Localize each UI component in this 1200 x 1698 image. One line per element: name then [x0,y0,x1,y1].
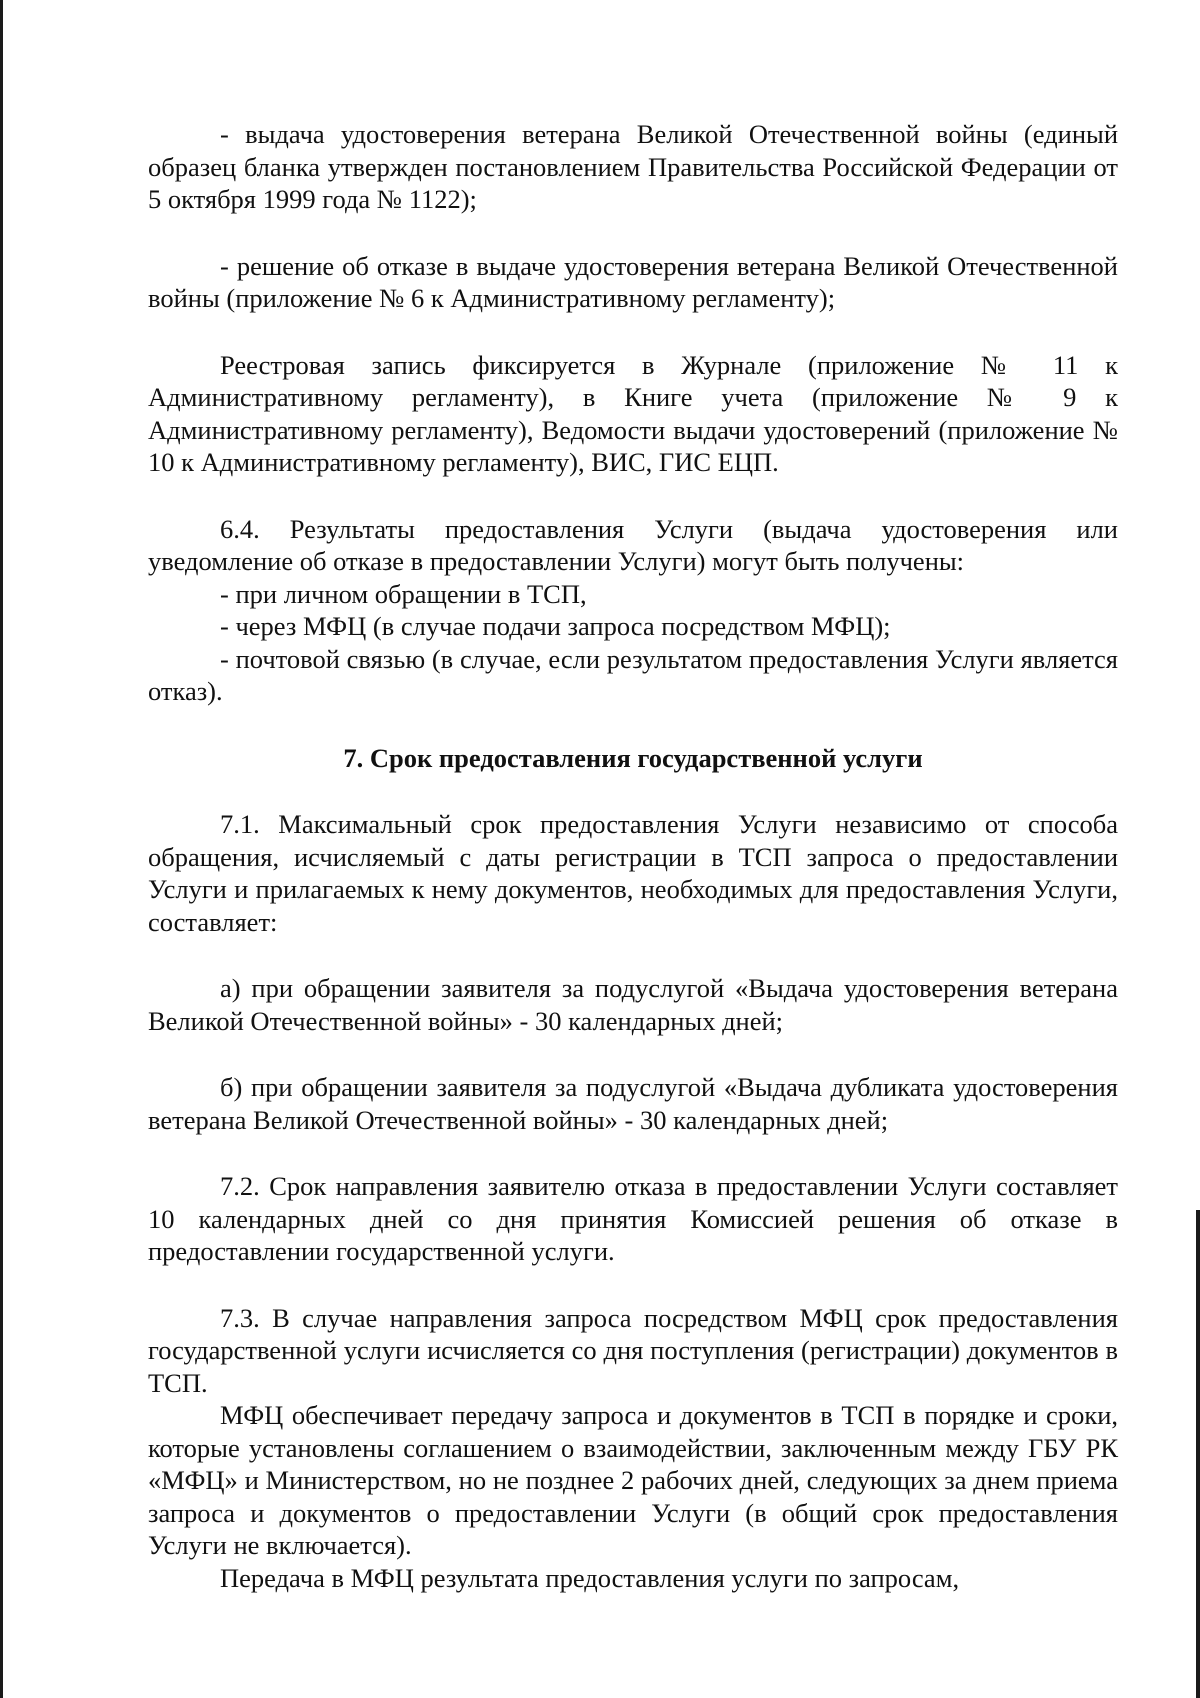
document-page [148,118,1118,1594]
paragraph-7-3-mfc-term: 7.3. В случае направления запроса посредством МФЦ срок предоставления государственной услуги исчисляется со дня поступления (регистрации) документов в ТСП. [148,1302,1118,1398]
paragraph-refusal-decision: - решение об отказе в выдаче удостоверения ветерана Великой Отечественной войны (приложение № 6 к Административному регламенту); [148,250,1118,313]
section-heading-7: 7. Срок предоставления государственной услуги [343,742,923,773]
paragraph-6-4-results: 6.4. Результаты предоставления Услуги (выдача удостоверения или уведомление об отказе в предоставлении Услуги) могут быть получены: [148,513,1118,576]
paragraph-7-1-b: б) при обращении заявителя за подуслугой «Выдача дубликата удостоверения ветерана Великой Отечественной войны» - 30 календарных дней; [148,1072,1118,1135]
list-item-via-mfc: - через МФЦ (в случае подачи запроса посредством МФЦ); [220,611,891,641]
paragraph-registry-record: Реестровая запись фиксируется в Журнале (приложение № 11 к Административному регламенту), в Книге учета (приложение № 9 к Административному регламенту), Ведомости выдачи удостоверений (приложение № 10 к Административному регламенту), ВИС, ГИС ЕЦП. [148,349,1118,477]
scan-right-edge [1196,1210,1200,1698]
list-item-by-post: - почтовой связью (в случае, если результатом предоставления Услуги является отказ). [148,643,1118,706]
paragraph-mfc-transfer: МФЦ обеспечивает передачу запроса и документов в ТСП в порядке и сроки, которые установлены соглашением о взаимодействии, заключенным между ГБУ РК «МФЦ» и Министерством, но не позднее 2 рабочих дней, следующих за днем приема запроса и документов о предоставлении Услуги (в общий срок предоставления Услуги не включается). [148,1400,1118,1560]
paragraph-7-2-refusal-term: 7.2. Срок направления заявителю отказа в предоставлении Услуги составляет 10 календарных дней со дня принятия Комиссией решения об отказе в предоставлении государственной услуги. [148,1171,1118,1266]
paragraph-7-1-max-term: 7.1. Максимальный срок предоставления Услуги независимо от способа обращения, исчисляемый с даты регистрации в ТСП запроса о предоставлении Услуги и прилагаемых к нему документов, необходимых для предоставления Услуги, составляет: [148,809,1118,937]
paragraph-mfc-result-transfer: Передача в МФЦ результата предоставления услуги по запросам, [220,1562,960,1593]
list-item-personal-visit: - при личном обращении в ТСП, [220,578,587,609]
scan-left-edge [0,0,3,1698]
paragraph-certificate-issue: - выдача удостоверения ветерана Великой Отечественной войны (единый образец бланка утвержден постановлением Правительства Российской Федерации от 5 октября 1999 года № 1122); [148,119,1118,214]
paragraph-7-1-a: а) при обращении заявителя за подуслугой «Выдача удостоверения ветерана Великой Отечественной войны» - 30 календарных дней; [148,973,1118,1036]
